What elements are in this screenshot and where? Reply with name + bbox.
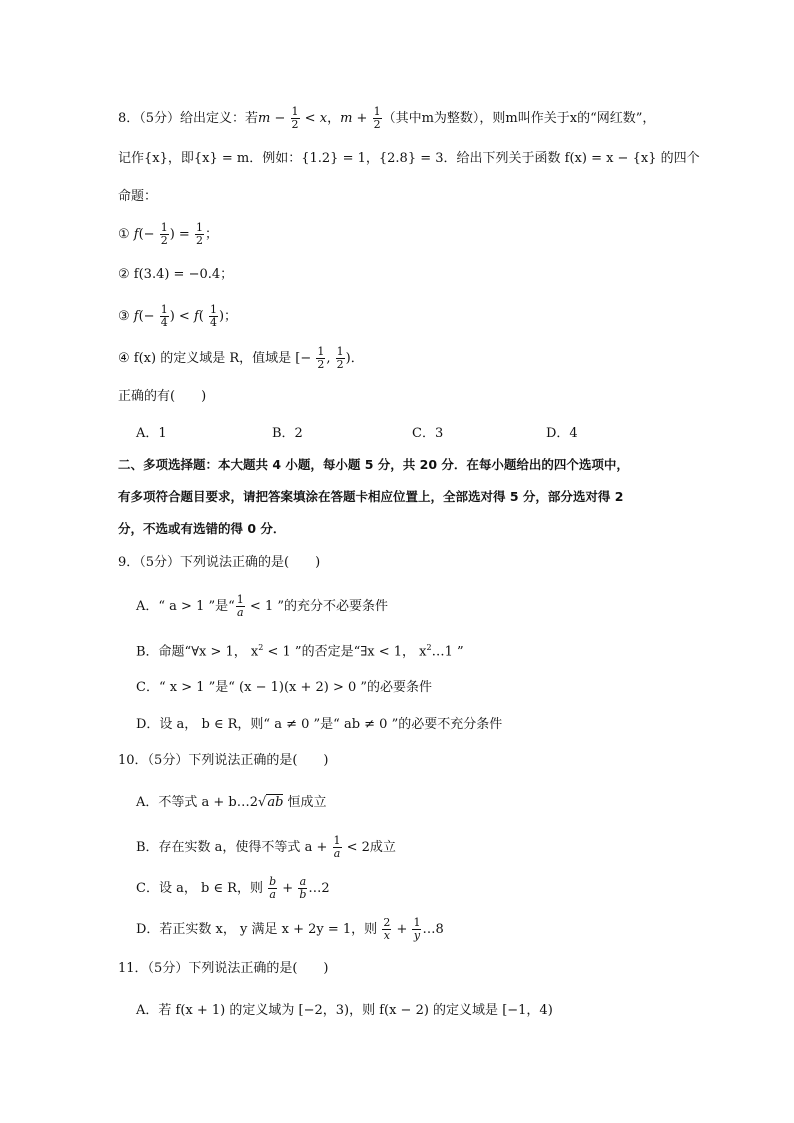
q8-prop-1: ① f(− $\frac{1}{2}$ ) = $\frac{1}{2}$ ；: [118, 221, 218, 247]
q8-question: 正确的有( ): [118, 389, 207, 404]
section2-line2: 有多项符合题目要求，请把答案填涂在答题卡相应位置上，全部选对得 5 分，部分选对得 2: [118, 489, 624, 504]
q8-line1: 8．（5分）给出定义：若m − $\frac{1}{2}$ < x，m + $\frac{1}{2}$ （其中m为整数），则m叫作关于x的“网红数”，: [118, 105, 656, 131]
fraction-half: $\frac{1}{2}$: [373, 105, 381, 131]
q8-option-c: C．3: [412, 426, 444, 441]
q9-stem: 9．（5分）下列说法正确的是( ): [118, 555, 321, 570]
q10-option-b: B．存在实数 a，使得不等式 a + $\frac{1}{a}$ < 2成立: [136, 834, 396, 860]
q8-prop-4: ④ f(x) 的定义域是 R，值域是 [− $\frac{1}{2}$ , $\frac{1}{2}$ )．: [118, 345, 364, 371]
q8-option-d: D．4: [546, 426, 578, 441]
q8-def-cond: （其中m为整数），则m叫作关于x的“网红数”，: [382, 111, 656, 126]
q9-option-c: C．“ x > 1 ”是“ (x − 1)(x + 2) > 0 ”的必要条件: [136, 680, 433, 695]
q10-option-c: C．设 a， b ∈ R，则 $\frac{b}{a}$ + $\frac{a}{b}$ …2: [136, 875, 330, 901]
section2-line3: 分，不选或有选错的得 0 分．: [118, 521, 286, 536]
q9-option-a: A．“ a > 1 ”是“ $\frac{1}{a}$ < 1 ”的充分不必要条件: [136, 593, 388, 619]
section2-line1: 二、多项选择题：本大题共 4 小题，每小题 5 分，共 20 分．在每小题给出的四个选项中，: [118, 457, 629, 472]
fraction-half: $\frac{1}{2}$: [291, 105, 299, 131]
q8-line2: 记作{x}，即{x} = m．例如：{1.2} = 1，{2.8} = 3．给出下列关于函数 f(x) = x − {x} 的四个: [118, 151, 700, 166]
q8-option-b: B．2: [272, 426, 303, 441]
q9-option-d: D．设 a， b ∈ R，则“ a ≠ 0 ”是“ ab ≠ 0 ”的必要不充分条件: [136, 717, 503, 732]
q11-stem: 11．（5分）下列说法正确的是( ): [118, 961, 329, 976]
q10-stem: 10．（5分）下列说法正确的是( ): [118, 753, 329, 768]
q8-line3: 命题：: [118, 189, 158, 204]
q10-option-a: A．不等式 a + b…2√ab 恒成立: [136, 795, 327, 810]
q8-prefix: 8．（5分）给出定义：若: [118, 111, 259, 126]
q8-prop-2: ② f(3.4) = −0.4；: [118, 267, 234, 282]
q10-option-d: D．若正实数 x， y 满足 x + 2y = 1，则 $\frac{2}{x}$ + $\frac{1}{y}$ …8: [136, 916, 444, 942]
q9-option-b: B．命题“∀x > 1， $x^2 < 1$ ”的否定是“∃x < 1， $x^2\dots 1$ ”: [136, 643, 464, 660]
q11-option-a: A．若 f(x + 1) 的定义域为 [−2，3)，则 f(x − 2) 的定义域是 [−1，4): [136, 1003, 553, 1018]
q8-prop-3: ③ f(− $\frac{1}{4}$ ) < f( $\frac{1}{4}$ )；: [118, 303, 238, 329]
q8-option-a: A．1: [136, 426, 167, 441]
